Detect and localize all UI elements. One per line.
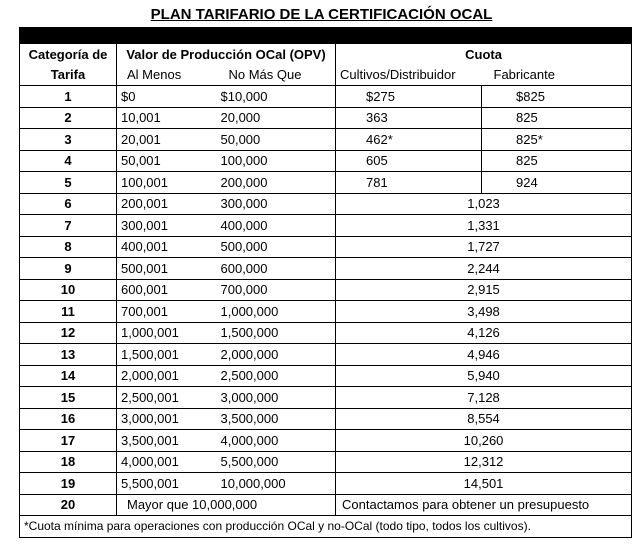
- fee-table: [19, 27, 632, 538]
- header-bar: [20, 28, 632, 44]
- fee-cell: 2,244: [336, 258, 632, 280]
- table-row: [20, 215, 632, 237]
- category-cell: 13: [20, 344, 117, 366]
- category-cell: 11: [20, 301, 117, 323]
- max-value-cell: 300,000: [217, 193, 336, 215]
- max-value-cell: 20,000: [217, 107, 336, 129]
- min-value-cell: 700,001: [117, 301, 217, 323]
- fee-cell: 1,023: [336, 193, 632, 215]
- category-cell: 6: [20, 193, 117, 215]
- range-cell: Mayor que 10,000,000: [117, 494, 336, 516]
- table-row: [20, 365, 632, 387]
- category-header-2: Tarifa: [20, 65, 117, 86]
- category-cell: 10: [20, 279, 117, 301]
- category-cell: 16: [20, 408, 117, 430]
- min-value-cell: 5,500,001: [117, 473, 217, 495]
- table-row: [20, 150, 632, 172]
- category-cell: 2: [20, 107, 117, 129]
- table-row: [20, 86, 632, 108]
- max-value-cell: 200,000: [217, 172, 336, 194]
- min-value-cell: 500,001: [117, 258, 217, 280]
- table-row: [20, 236, 632, 258]
- category-cell: 7: [20, 215, 117, 237]
- fee-cell: 1,727: [336, 236, 632, 258]
- category-cell: 19: [20, 473, 117, 495]
- fee-cell: 5,940: [336, 365, 632, 387]
- category-header: Categoría de: [20, 44, 117, 65]
- max-value-cell: 2,000,000: [217, 344, 336, 366]
- table-row: [20, 473, 632, 495]
- min-value-cell: 4,000,001: [117, 451, 217, 473]
- header-row-1: [20, 44, 632, 65]
- category-cell: 15: [20, 387, 117, 409]
- category-cell: 14: [20, 365, 117, 387]
- table-row: [20, 129, 632, 151]
- grower-fee-cell: 462*: [336, 129, 482, 151]
- max-value-cell: 600,000: [217, 258, 336, 280]
- growers-header: Cultivos/Distribuidor: [336, 65, 482, 86]
- no-more-header: No Más Que: [217, 65, 336, 86]
- max-value-cell: 100,000: [217, 150, 336, 172]
- min-value-cell: 100,001: [117, 172, 217, 194]
- grower-fee-cell: 781: [336, 172, 482, 194]
- max-value-cell: 2,500,000: [217, 365, 336, 387]
- table-row: [20, 172, 632, 194]
- document-title: PLAN TARIFARIO DE LA CERTIFICACIÓN OCAL: [150, 6, 493, 23]
- at-least-header: Al Menos: [117, 65, 217, 86]
- min-value-cell: 2,500,001: [117, 387, 217, 409]
- table-row: [20, 107, 632, 129]
- min-value-cell: 2,000,001: [117, 365, 217, 387]
- manufacturer-header: Fabricante: [482, 65, 632, 86]
- table-row: [20, 494, 632, 516]
- manufacturer-fee-cell: 825: [482, 150, 632, 172]
- fee-cell: 2,915: [336, 279, 632, 301]
- fee-cell: 4,126: [336, 322, 632, 344]
- max-value-cell: 500,000: [217, 236, 336, 258]
- category-cell: 17: [20, 430, 117, 452]
- max-value-cell: 4,000,000: [217, 430, 336, 452]
- grower-fee-cell: $275: [336, 86, 482, 108]
- manufacturer-fee-cell: 924: [482, 172, 632, 194]
- min-value-cell: 50,001: [117, 150, 217, 172]
- max-value-cell: 400,000: [217, 215, 336, 237]
- category-cell: 9: [20, 258, 117, 280]
- table-row: [20, 387, 632, 409]
- max-value-cell: 10,000,000: [217, 473, 336, 495]
- min-value-cell: 300,001: [117, 215, 217, 237]
- header-row-2: [20, 65, 632, 86]
- max-value-cell: 3,000,000: [217, 387, 336, 409]
- max-value-cell: 700,000: [217, 279, 336, 301]
- table-row: [20, 258, 632, 280]
- max-value-cell: 5,500,000: [217, 451, 336, 473]
- min-value-cell: $0: [117, 86, 217, 108]
- manufacturer-fee-cell: 825*: [482, 129, 632, 151]
- category-cell: 12: [20, 322, 117, 344]
- value-header: Valor de Producción OCal (OPV): [117, 44, 336, 65]
- max-value-cell: 3,500,000: [217, 408, 336, 430]
- min-value-cell: 1,000,001: [117, 322, 217, 344]
- table-row: [20, 344, 632, 366]
- footnote: *Cuota mínima para operaciones con producción OCal y no-OCal (todo tipo, todos los cultivos).: [20, 516, 632, 538]
- grower-fee-cell: 605: [336, 150, 482, 172]
- category-cell: 8: [20, 236, 117, 258]
- category-cell: 20: [20, 494, 117, 516]
- max-value-cell: 50,000: [217, 129, 336, 151]
- table-row: [20, 408, 632, 430]
- table-row: [20, 451, 632, 473]
- min-value-cell: 600,001: [117, 279, 217, 301]
- min-value-cell: 1,500,001: [117, 344, 217, 366]
- fee-cell: 14,501: [336, 473, 632, 495]
- table-row: [20, 301, 632, 323]
- fee-cell: 12,312: [336, 451, 632, 473]
- table-row: [20, 279, 632, 301]
- min-value-cell: 20,001: [117, 129, 217, 151]
- min-value-cell: 10,001: [117, 107, 217, 129]
- table-row: [20, 322, 632, 344]
- category-cell: 3: [20, 129, 117, 151]
- manufacturer-fee-cell: 825: [482, 107, 632, 129]
- category-cell: 1: [20, 86, 117, 108]
- max-value-cell: 1,000,000: [217, 301, 336, 323]
- category-cell: 18: [20, 451, 117, 473]
- category-cell: 4: [20, 150, 117, 172]
- fee-cell: 7,128: [336, 387, 632, 409]
- fee-cell: 8,554: [336, 408, 632, 430]
- max-value-cell: 1,500,000: [217, 322, 336, 344]
- footnote-row: [20, 516, 632, 538]
- min-value-cell: 200,001: [117, 193, 217, 215]
- min-value-cell: 3,500,001: [117, 430, 217, 452]
- fee-cell: 10,260: [336, 430, 632, 452]
- category-cell: 5: [20, 172, 117, 194]
- manufacturer-fee-cell: $825: [482, 86, 632, 108]
- table-row: [20, 430, 632, 452]
- max-value-cell: $10,000: [217, 86, 336, 108]
- grower-fee-cell: 363: [336, 107, 482, 129]
- fee-header: Cuota: [336, 44, 632, 65]
- min-value-cell: 400,001: [117, 236, 217, 258]
- fee-cell: Contactamos para obtener un presupuesto: [336, 494, 632, 516]
- table-row: [20, 193, 632, 215]
- min-value-cell: 3,000,001: [117, 408, 217, 430]
- fee-cell: 4,946: [336, 344, 632, 366]
- fee-cell: 1,331: [336, 215, 632, 237]
- fee-cell: 3,498: [336, 301, 632, 323]
